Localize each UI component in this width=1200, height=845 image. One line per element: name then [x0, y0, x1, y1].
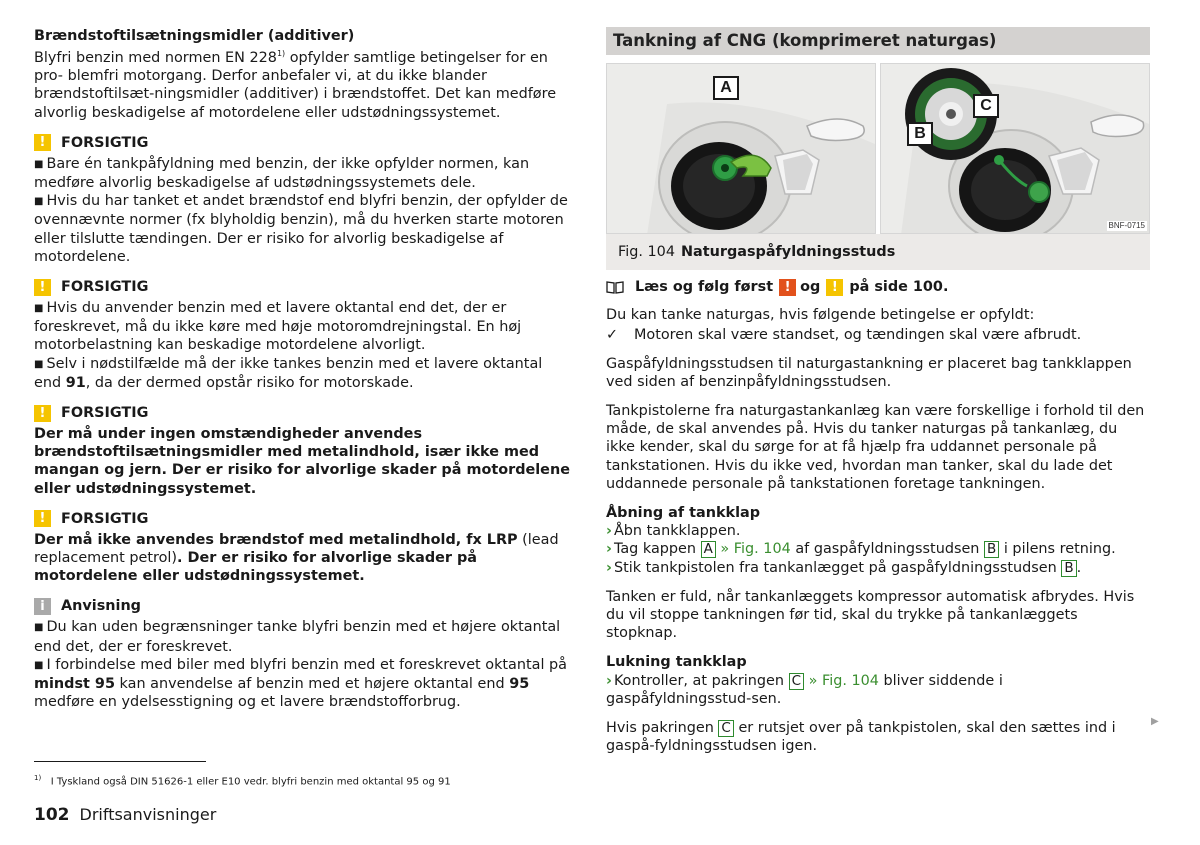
page-footer [34, 804, 216, 826]
info-icon: i [34, 598, 51, 615]
warning-box [34, 133, 570, 266]
warning-icon: ! [34, 279, 51, 296]
closing-title: Lukning tankklap [606, 654, 747, 671]
page-number: 102 [34, 805, 70, 825]
footnote: $^{1)}$ I Tyskland også DIN 51626-1 eller E10 vedr. blyfri benzin med oktantal 95 og 91 [34, 774, 451, 788]
label-box-a: A [701, 541, 716, 558]
figure-code: BNF-0715 [1108, 221, 1145, 230]
red-warning-icon: ! [779, 279, 796, 296]
warning-bullet: ■ Bare én tankpåfyldning med benzin, der ikke opfylder normen, kan medføre alvorlig beskadigelse af udstødningssystemets dele. [34, 155, 530, 192]
yellow-warning-icon: ! [826, 279, 843, 296]
section-title: Tankning af CNG (komprimeret naturgas) [606, 27, 1150, 55]
paragraph: Tanken er fuld, når tankanlæggets kompressor automatisk afbrydes. Hvis du vil stoppe tankningen før tid, skal du trykke på tankanlæggets stopknap. [606, 588, 1135, 642]
figure-panel-right [880, 63, 1150, 234]
additives-title: Brændstoftilsætningsmidler (additiver) [34, 28, 355, 44]
figure-caption-text: Naturgaspåfyldningsstuds [680, 244, 896, 260]
warning-bullet: ■ Hvis du har tanket et andet brændstof end blyfri benzin, der opfylder de ovennævnte normer (fx blyholdig benzin), må du hverken starte motoren eller tilslutte tændingen. Der er risiko for alvorlig beskadigelse af motordelene. [34, 193, 568, 265]
figure-caption [606, 234, 1150, 270]
paragraph: Gaspåfyldningsstudsen til naturgastankning er placeret bag tankklappen ved siden af benzinpåfyldningsstudsen. [606, 355, 1132, 390]
intro-text: Du kan tanke naturgas, hvis følgende betingelse er opfyldt: [606, 307, 1035, 324]
figure-label-a: A [713, 76, 739, 100]
warning-icon: ! [34, 134, 51, 151]
step: › Tag kappen A » Fig. 104 af gaspåfyldningsstudsen B i pilens retning. [606, 541, 1116, 558]
footnote-divider [34, 761, 206, 762]
left-column [34, 27, 570, 722]
warning-text: Der må under ingen omstændigheder anvendes brændstoftilsætningsmidler med metalindhold, især ikke med mangan og jern. Der er risiko for alvorlige skader på motordelene eller udstødningssystemet. [34, 426, 570, 497]
label-box-b: B [1061, 560, 1076, 577]
paragraph: Tankpistolerne fra naturgastankanlæg kan være forskellige i forhold til den måde, de skal anvendes på. Hvis du tanker naturgas på tankanlæg, du ikke kender, skal du sørge for at få hjælp fra uddannet personale på tankstationen. Hvis du ikke ved, hvordan man tanker, skal du lade det uddannede personale på tankstationen foretage tankningen. [606, 403, 1145, 492]
step: › Kontroller, at pakringen C » Fig. 104 bliver siddende i gaspåfyldningsstud-sen. [606, 672, 1003, 707]
warning-bullet: ■ Selv i nødstilfælde må der ikke tankes benzin med et lavere oktantal end 91, da der dermed opstår risiko for motorskade. [34, 355, 543, 391]
warning-icon: ! [34, 405, 51, 422]
next-page-icon: ▶ [1151, 716, 1159, 727]
paragraph: Hvis pakringen C er rutsjet over på tankpistolen, skal den sættes ind i gaspå-fyldningsstudsen igen. [606, 720, 1116, 755]
cng-cap-illustration [607, 64, 875, 234]
opening-title: Åbning af tankklap [606, 505, 761, 522]
condition-line: ✓ Motoren skal være standset, og tændingen skal være afbrudt. [606, 327, 1082, 344]
right-column [606, 27, 1150, 755]
warning-label: FORSIGTIG [61, 510, 149, 527]
warning-bullet: ■ Hvis du anvender benzin med et lavere oktantal end det, der er foreskrevet, må du ikke køre med høje motoromdrejningstal. En høj motorbelastning kan beskadige motordelene alvorligt. [34, 300, 522, 354]
figure-label-c: C [973, 94, 999, 118]
warning-box [34, 403, 570, 498]
label-box-b: B [984, 541, 999, 558]
warning-text: Der må ikke anvendes brændstof med metalindhold, fx LRP (lead replacement petrol). Der er risiko for alvorlige skader på motordelene eller udstødningssystemet. [34, 531, 559, 585]
note-box [34, 596, 570, 711]
step: › Åbn tankklappen. [606, 523, 741, 540]
step: › Stik tankpistolen fra tankanlægget på gaspåfyldningsstudsen B . [606, 559, 1082, 576]
figure-panel-left [606, 63, 876, 234]
additives-section [34, 27, 570, 122]
warning-label: FORSIGTIG [61, 278, 149, 295]
label-box-c: C [789, 673, 804, 690]
read-first-line: Læs og følg først ! og ! på side 100. [606, 278, 1150, 296]
figure-104 [606, 63, 1150, 234]
book-icon [606, 280, 624, 294]
warning-label: FORSIGTIG [61, 134, 149, 151]
warning-label: FORSIGTIG [61, 404, 149, 421]
note-bullet: ■ I forbindelse med biler med blyfri benzin med et foreskrevet oktantal på mindst 95 kan anvendelse af benzin med et højere oktantal end 95 medføre en ydelsesstigning og et lavere brændstofforbrug. [34, 656, 567, 711]
opening-section [606, 504, 1150, 577]
cng-filler-illustration [881, 64, 1149, 234]
warning-icon: ! [34, 510, 51, 527]
closing-section [606, 653, 1150, 708]
warning-box [34, 509, 570, 586]
figure-label-b: B [907, 122, 933, 146]
note-bullet: ■ Du kan uden begrænsninger tanke blyfri benzin med et højere oktantal end det, der er foreskrevet. [34, 619, 561, 655]
check-icon: ✓ [606, 327, 619, 344]
additives-text: Blyfri benzin med normen EN 228$^{1)}$ opfylder samtlige betingelser for en pro- blemfri motorgang. Derfor anbefaler vi, at du ikke blander brændstoftilsæt-ningsmidler (additiver) i brændstoffet. Det kan medføre alvorlig beskadigelse af motordelene eller udstødningssystemet. [34, 49, 557, 121]
note-label: Anvisning [61, 598, 141, 615]
figure-link[interactable]: » Fig. 104 [808, 672, 879, 689]
label-box-c: C [718, 720, 733, 737]
footnote-ref: 1) [276, 49, 286, 59]
footer-section: Driftsanvisninger [79, 805, 217, 824]
figure-link[interactable]: » Fig. 104 [720, 541, 791, 558]
figure-number: Fig. 104 [618, 244, 675, 260]
warning-box [34, 277, 570, 392]
